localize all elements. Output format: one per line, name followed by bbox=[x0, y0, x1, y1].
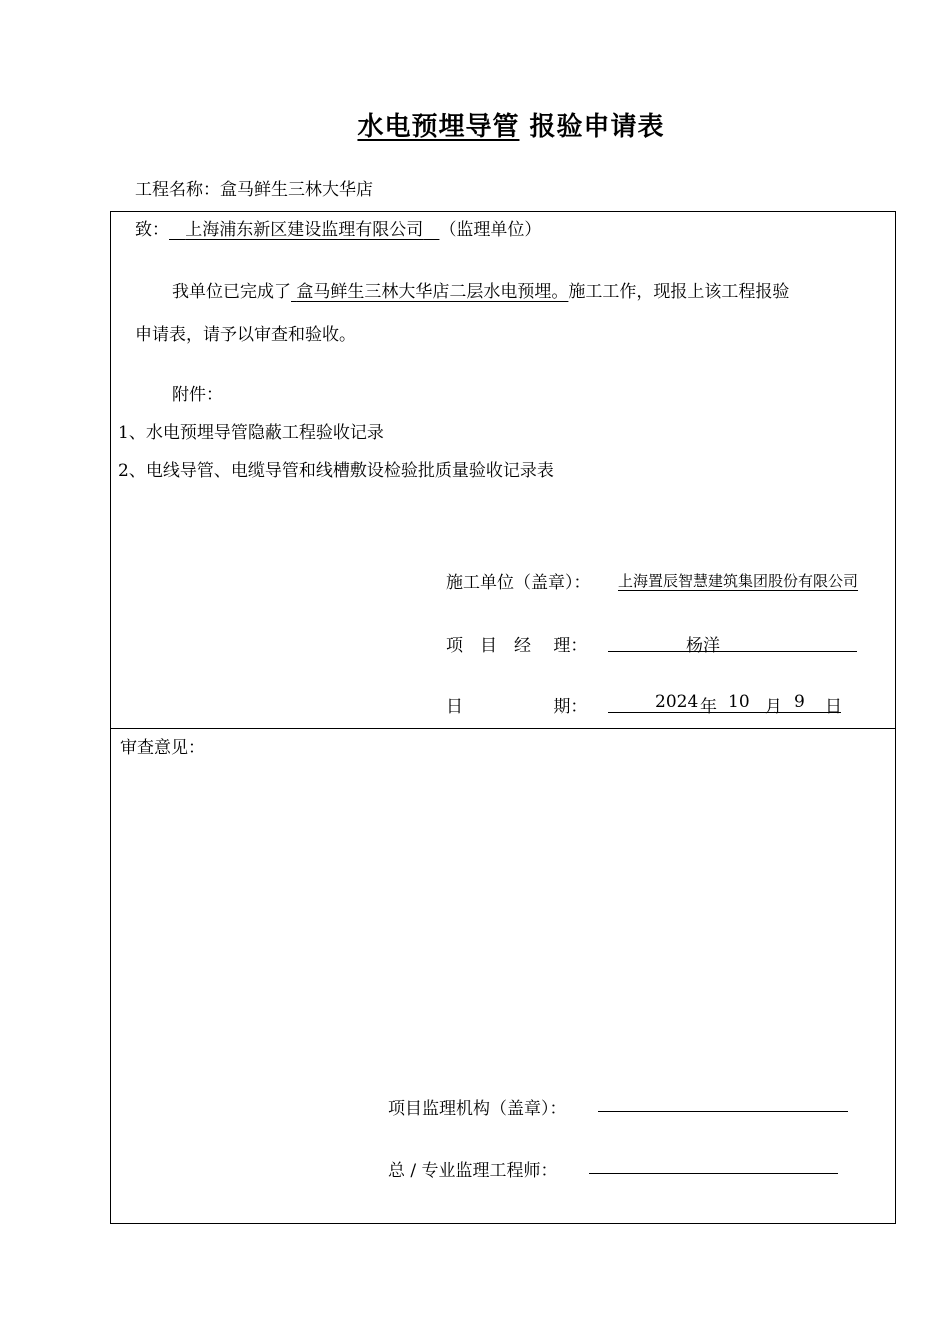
engineer-label: 总 / 专业监理工程师： bbox=[388, 1161, 558, 1181]
date-year-unit: 年 bbox=[700, 697, 717, 717]
date-line bbox=[608, 712, 841, 713]
project-name-row bbox=[135, 175, 373, 200]
manager-label: 项 目 经 理： bbox=[446, 636, 588, 656]
title-part2: 报验申请表 bbox=[529, 112, 665, 142]
to-label: 致： bbox=[135, 220, 169, 240]
date-month-unit: 月 bbox=[765, 697, 782, 717]
attachment-label: 附件： bbox=[172, 385, 223, 405]
completed-work: 盒马鲜生三林大华店二层水电预埋。 bbox=[296, 282, 569, 302]
engineer-signature-line bbox=[589, 1173, 838, 1174]
manager-name: 杨洋 bbox=[686, 636, 720, 656]
date-day: 9 bbox=[794, 692, 805, 712]
contractor-label: 施工单位（盖章）： bbox=[446, 573, 591, 593]
manager-signature-line bbox=[608, 651, 857, 652]
date-month: 10 bbox=[728, 692, 750, 712]
page-title bbox=[0, 106, 950, 143]
date-day-unit: 日 bbox=[825, 697, 842, 717]
supervisor-unit-note: （监理单位） bbox=[439, 220, 542, 240]
title-part1: 水电预埋导管 bbox=[357, 112, 520, 142]
date-label: 日 期： bbox=[446, 697, 588, 717]
contractor-name: 上海置辰智慧建筑集团股份有限公司 bbox=[618, 572, 859, 590]
body-line-2: 申请表，请予以审查和验收。 bbox=[135, 325, 356, 345]
body-line-1: 我单位已完成了 盒马鲜生三林大华店二层水电预埋。施工工作，现报上该工程报验 bbox=[172, 282, 790, 302]
to-row bbox=[135, 215, 541, 240]
review-label: 审查意见： bbox=[120, 738, 205, 758]
attachment-item-1: 1、水电预埋导管隐蔽工程验收记录 bbox=[118, 423, 384, 443]
review-section bbox=[110, 728, 896, 1224]
supervision-org-label: 项目监理机构（盖章）： bbox=[388, 1099, 567, 1119]
supervisor-company: 上海浦东新区建设监理有限公司 bbox=[185, 220, 424, 240]
attachment-item-2: 2、电线导管、电缆导管和线槽敷设检验批质量验收记录表 bbox=[118, 461, 554, 481]
project-name: 盒马鲜生三林大华店 bbox=[220, 180, 373, 200]
project-label: 工程名称： bbox=[135, 180, 220, 200]
date-year: 2024 bbox=[655, 692, 699, 712]
supervision-org-signature-line bbox=[598, 1111, 848, 1112]
